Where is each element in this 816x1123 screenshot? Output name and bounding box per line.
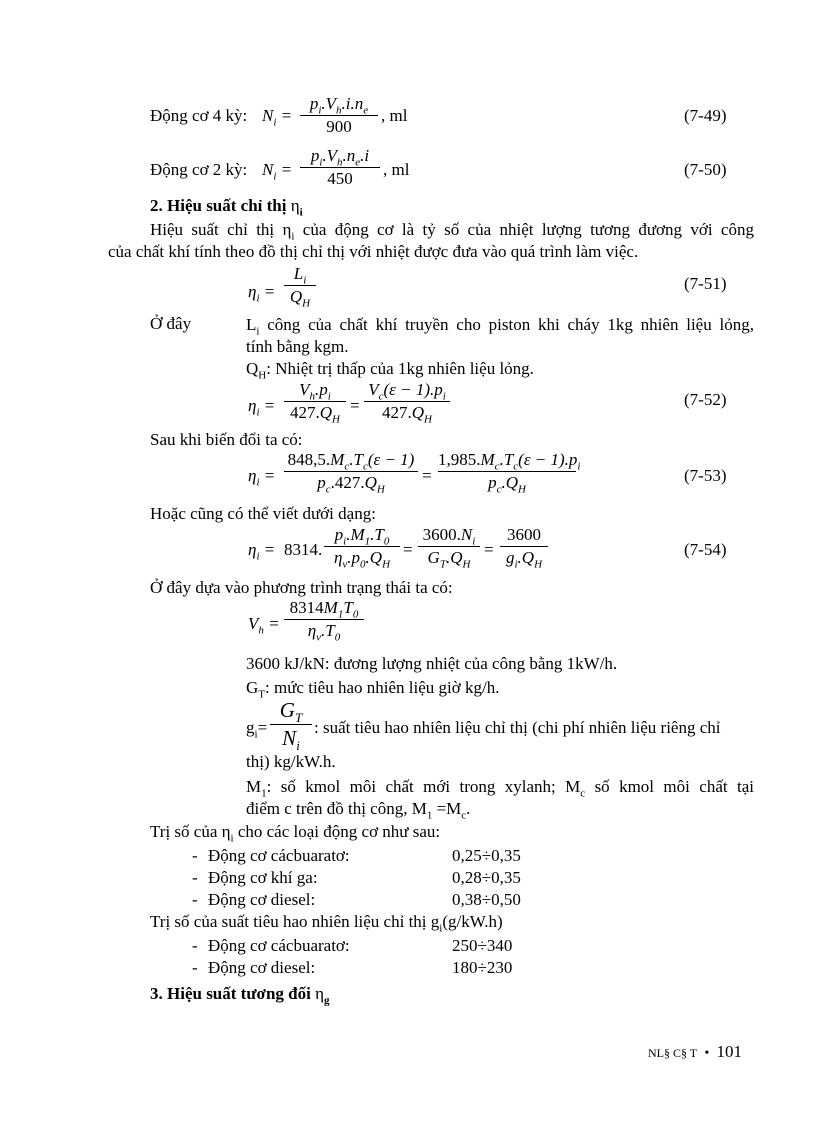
- eq-lhs: $\eta_i$ =: [248, 540, 276, 563]
- eq-number: (7-52): [684, 390, 727, 409]
- eq-unit: , ml: [383, 160, 410, 179]
- definition-li: $L_i$ công của chất khí truyền cho piston khi cháy 1kg nhiên liệu lỏng, tính bằng kgm. $Q_H$: Nhiệt trị thấp của 1kg nhiên liệu lỏng.: [246, 315, 754, 382]
- eq-number: (7-54): [684, 540, 727, 559]
- eq-lhs: $\eta_i$ =: [248, 466, 276, 489]
- eq-fraction: $8314M_1T_0$ $\eta_v.T_0$: [284, 598, 364, 641]
- section-heading: 3. Hiệu suất tương đối $\eta_g$: [150, 984, 330, 1007]
- eq-fraction: $p_i.M_1.T_0$ $\eta_v.p_0.Q_H$: [324, 525, 400, 568]
- eq-label: Động cơ 4 kỳ:: [150, 106, 248, 125]
- definition-gt: $G_T$: mức tiêu hao nhiên liệu giờ kg/h.: [246, 678, 500, 701]
- footer-label: NL§ C§ T: [648, 1046, 698, 1060]
- definition-m1: $M_1$: số kmol môi chất mới trong xylanh; $M_c$ số kmol môi chất tại điểm c trên đồ thị công, $M_1 =M_c$.: [246, 777, 754, 822]
- footer-bullet: •: [704, 1046, 710, 1061]
- eq-fraction: $p_i.V_h.n_e.i$ 450: [300, 146, 380, 189]
- page-number: 101: [716, 1042, 743, 1061]
- where-label: Ở đây: [150, 314, 192, 333]
- eq-unit: , ml: [381, 106, 408, 125]
- list-title: Trị số của suất tiêu hao nhiên liệu chỉ thị $g_i(g/kW.h)$: [150, 912, 503, 935]
- eq-fraction: $G_T$ $N_i$: [270, 698, 312, 751]
- eq-number: (7-50): [684, 160, 727, 179]
- eq-lhs: $V_h$ =: [248, 614, 280, 637]
- eq-fraction: $3600.N_i$ $G_T.Q_H$: [418, 525, 480, 568]
- eq-lhs: $N_i$ =: [262, 106, 293, 129]
- list-title: Trị số của $\eta_i$ cho các loại động cơ như sau:: [150, 822, 441, 845]
- eq-fraction: $p_i.V_h.i.n_e$ 900: [300, 94, 378, 137]
- eq-fraction: $1,985.M_c.T_c(\varepsilon - 1).p_i$ $p_c.Q_H$: [438, 450, 581, 496]
- text-line: Sau khi biến đổi ta có:: [150, 430, 303, 449]
- definition-3600: 3600 kJ/kN: đương lượng nhiệt của công bằng 1kW/h.: [246, 654, 618, 673]
- eq-lhs: $\eta_i$ =: [248, 396, 276, 419]
- eq-fraction: $V_h.p_i$ $427.Q_H$: [284, 380, 346, 423]
- eq-number: (7-53): [684, 466, 727, 485]
- eq-number: (7-51): [684, 274, 727, 293]
- section-heading: 2. Hiệu suất chỉ thị $\eta_i$: [150, 196, 303, 219]
- eq-label: Động cơ 2 kỳ:: [150, 160, 248, 179]
- eq-lhs: $\eta_i$ =: [248, 282, 276, 305]
- eq-fraction: 3600 $g_i.Q_H$: [500, 525, 548, 568]
- eq-fraction: $V_c(\varepsilon - 1).p_i$ $427.Q_H$: [364, 380, 450, 423]
- text-line: Hoặc cũng có thể viết dưới dạng:: [150, 504, 376, 523]
- definition-qh: $Q_H$: Nhiệt trị thấp của 1kg nhiên liệu lỏng.: [246, 359, 534, 382]
- paragraph: Hiệu suất chỉ thị $\eta_i$ của động cơ là tỷ số của nhiệt lượng tương đương với công của chất khí tính theo đồ thị chỉ thị với nhiệt được đưa vào quá trình làm việc.: [108, 220, 754, 261]
- eq-number: (7-49): [684, 106, 727, 125]
- eq-fraction: $848,5.M_c.T_c(\varepsilon - 1)$ $p_c.427.Q_H$: [284, 450, 418, 493]
- text-line: Ở đây dựa vào phương trình trạng thái ta có:: [150, 578, 453, 597]
- eq-lhs: $N_i$ =: [262, 160, 293, 183]
- eq-fraction: $L_i$ $Q_H$: [284, 264, 316, 307]
- page-footer: [648, 1042, 742, 1062]
